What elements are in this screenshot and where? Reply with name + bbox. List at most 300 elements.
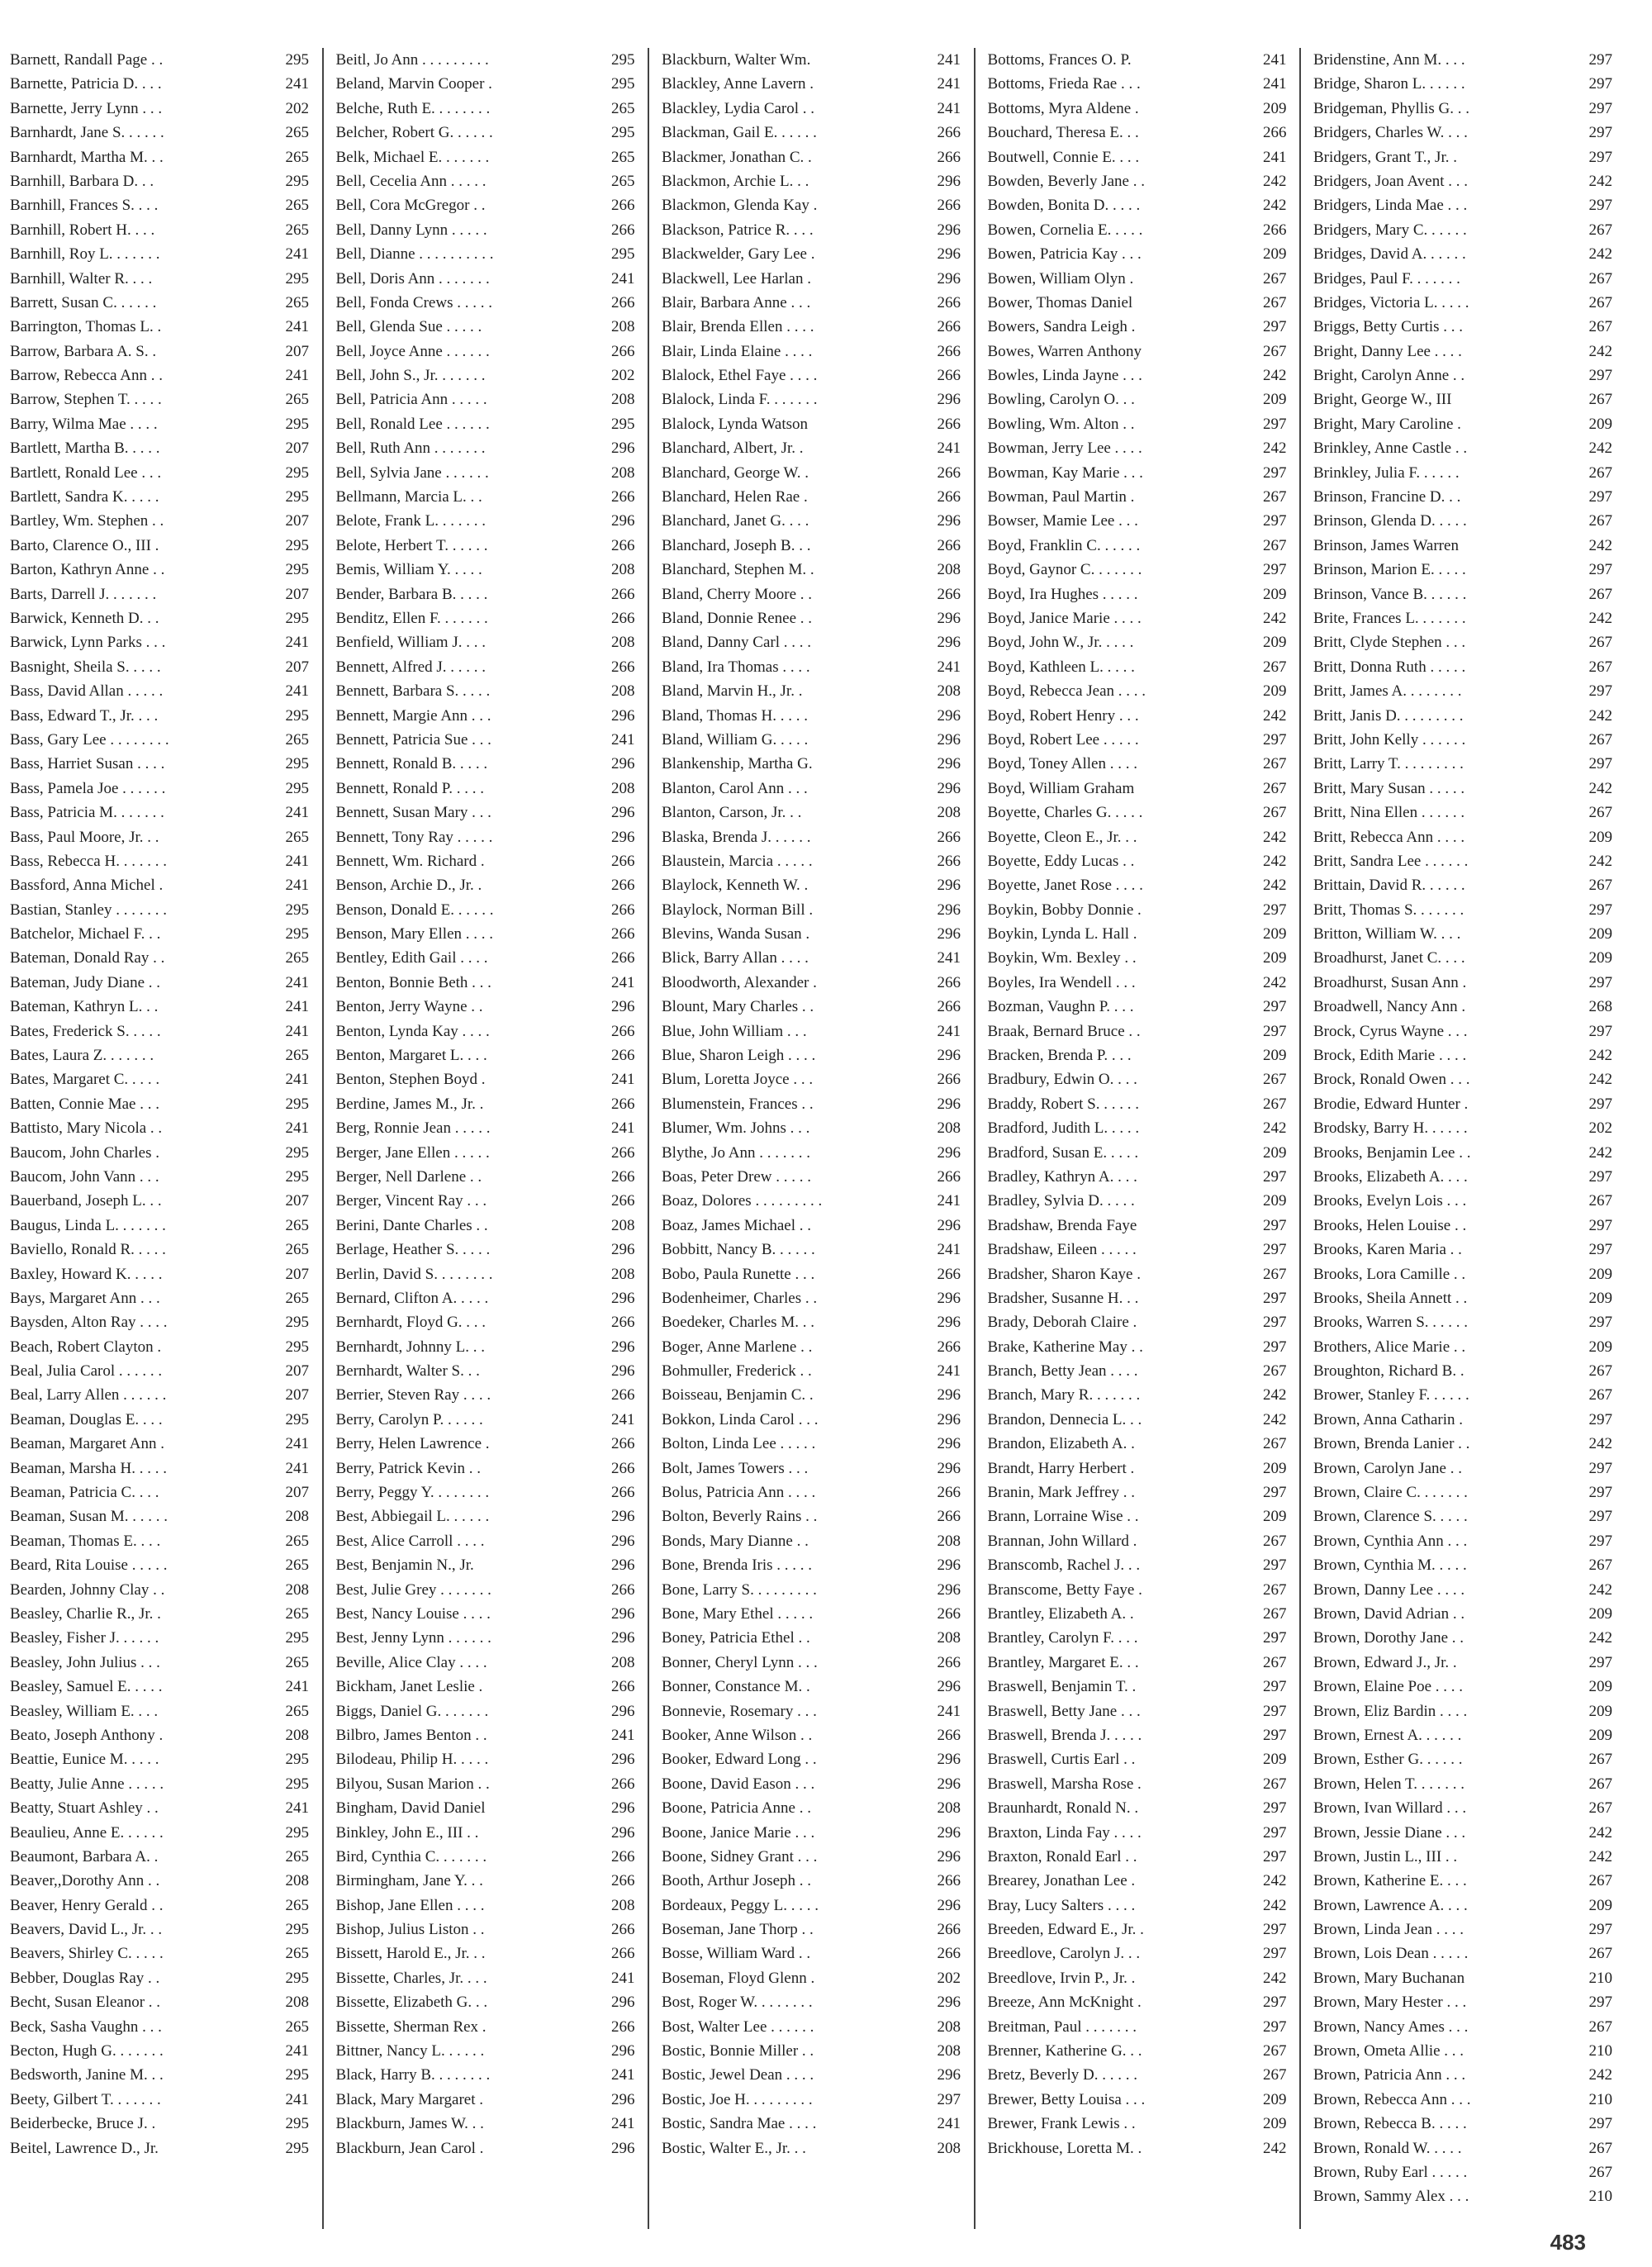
entry-page: 242 [1588,342,1612,360]
entry-page: 267 [1588,1945,1612,1963]
entry-name: Breedlove, Irvin P., Jr. . [987,1969,1136,1987]
entry-page: 297 [1588,1216,1612,1234]
entry-page: 267 [1588,318,1612,336]
entry-page: 297 [1263,1847,1287,1865]
index-entry [1313,630,1612,654]
index-entry [662,72,961,96]
entry-page: 295 [611,415,635,433]
entry-name: Bost, Walter Lee . . . . . . [662,2017,814,2036]
index-entry [988,825,1287,849]
entry-name: Beck, Sasha Vaughn . . . [10,2017,162,2036]
entry-name: Barnhardt, Martha M. . . [10,148,164,166]
entry-name: Baxley, Howard K. . . . . [10,1265,163,1283]
index-entry [988,1504,1287,1528]
index-entry [336,1141,635,1165]
entry-page: 266 [937,828,961,846]
entry-page: 295 [285,1921,309,1939]
entry-name: Bonnevie, Rosemary . . . [662,1702,817,1720]
entry-name: Barnett, Randall Page . . [10,51,164,69]
entry-name: Baucom, John Vann . . . [10,1167,159,1186]
entry-name: Bland, Thomas H. . . . . [662,706,808,725]
index-entry [1313,1796,1612,1820]
index-entry [662,340,961,364]
entry-page: 208 [611,1265,635,1283]
entry-page: 266 [611,1847,635,1865]
entry-name: Blaylock, Norman Bill . [662,901,814,919]
entry-name: Bradford, Susan E. . . . . [987,1143,1139,1162]
index-entry [336,922,635,946]
index-column-3 [662,48,961,2229]
entry-name: Braxton, Ronald Earl . . [987,1847,1137,1865]
index-entry [662,1189,961,1213]
entry-page: 295 [285,1775,309,1793]
entry-name: Benson, Mary Ellen . . . . [335,925,494,943]
entry-page: 267 [1588,221,1612,239]
entry-name: Briggs, Betty Curtis . . . [1313,318,1464,336]
entry-page: 297 [1263,901,1287,919]
entry-name: Boyette, Cleon E., Jr. . . [987,828,1137,846]
index-entry [1313,1262,1612,1286]
index-entry [10,995,309,1019]
index-entry [1313,1869,1612,1893]
entry-page: 295 [285,2066,309,2084]
entry-page: 242 [1588,1847,1612,1865]
index-entry [10,1165,309,1189]
index-entry [1313,315,1612,339]
index-entry [10,1723,309,1747]
index-entry [10,2112,309,2136]
index-entry [662,364,961,387]
index-entry [988,1189,1287,1213]
index-entry [1313,1457,1612,1480]
entry-name: Bell, John S., Jr. . . . . . . [335,367,486,385]
entry-page: 296 [611,1289,635,1307]
entry-name: Bates, Margaret C. . . . . [10,1071,160,1089]
entry-page: 242 [1588,1071,1612,1089]
entry-name: Bissett, Harold E., Jr. . . [335,1945,486,1963]
entry-name: Bright, Carolyn Anne . . [1313,367,1465,385]
index-entry [1313,1553,1612,1577]
entry-name: Brooks, Benjamin Lee . . [1313,1143,1471,1162]
entry-page: 209 [1263,682,1287,701]
entry-page: 208 [937,1119,961,1138]
entry-page: 208 [937,804,961,822]
index-entry [988,582,1287,606]
entry-page: 296 [937,1896,961,1914]
entry-page: 241 [285,245,309,264]
entry-page: 267 [1263,1775,1287,1793]
index-column-5 [1313,48,1612,2229]
index-entry [988,340,1287,364]
index-entry [10,1432,309,1456]
entry-name: Blanton, Carol Ann . . . [662,779,808,797]
entry-page: 297 [1588,197,1612,215]
entry-page: 242 [1263,197,1287,215]
index-entry [336,1602,635,1626]
entry-page: 297 [1588,901,1612,919]
entry-page: 297 [1588,488,1612,506]
entry-name: Blackmon, Archie L. . . [662,172,809,190]
entry-name: Bottoms, Myra Aldene . [987,99,1139,117]
index-entry [662,1845,961,1869]
entry-page: 297 [1588,1095,1612,1113]
index-entry [1313,2039,1612,2063]
entry-page: 296 [937,1775,961,1793]
entry-name: Bridge, Sharon L. . . . . . [1313,75,1465,93]
index-entry [1313,1821,1612,1845]
index-entry [336,1116,635,1140]
index-entry [662,1723,961,1747]
index-entry [336,1626,635,1650]
entry-page: 241 [285,852,309,870]
entry-name: Breitman, Paul . . . . . . . [987,2017,1137,2036]
entry-page: 296 [937,730,961,749]
entry-name: Binkley, John E., III . . [335,1823,479,1842]
entry-page: 297 [1263,1216,1287,1234]
entry-name: Brock, Edith Marie . . . . [1313,1047,1467,1065]
entry-name: Broadhurst, Susan Ann . [1313,973,1467,991]
entry-page: 296 [937,1095,961,1113]
index-entry [336,655,635,679]
index-entry [336,1067,635,1091]
entry-page: 241 [611,2115,635,2133]
entry-page: 210 [1588,2188,1612,2206]
index-entry [10,267,309,291]
entry-name: Boyd, Franklin C. . . . . . [987,536,1141,554]
entry-name: Barnette, Patricia D. . . . [10,75,162,93]
entry-page: 297 [1263,1167,1287,1186]
index-entry [988,1480,1287,1504]
index-entry [10,1796,309,1820]
entry-page: 296 [937,221,961,239]
index-entry [336,1189,635,1213]
entry-name: Barwick, Kenneth D. . . [10,609,159,627]
entry-page: 296 [611,1994,635,2012]
index-entry [336,315,635,339]
entry-page: 241 [285,1022,309,1040]
entry-page: 267 [1263,1653,1287,1671]
entry-name: Berrier, Steven Ray . . . . [335,1386,491,1404]
entry-name: Bird, Cynthia C. . . . . . . [335,1847,487,1865]
entry-page: 267 [1588,2139,1612,2157]
index-entry [662,946,961,970]
entry-name: Batchelor, Michael F. . . [10,925,161,943]
entry-name: Bell, Cecelia Ann . . . . . [335,172,487,190]
entry-name: Berini, Dante Charles . . [335,1216,488,1234]
entry-page: 241 [611,1119,635,1138]
entry-name: Batten, Connie Mae . . . [10,1095,159,1113]
entry-page: 296 [937,512,961,530]
entry-name: Beasley, Samuel E. . . . . [10,1678,163,1696]
entry-name: Brinson, James Warren [1313,536,1459,554]
entry-name: Braxton, Linda Fay . . . . [987,1823,1142,1842]
entry-name: Braunhardt, Ronald N. . [987,1799,1139,1818]
entry-page: 295 [285,1167,309,1186]
entry-page: 297 [1263,1314,1287,1332]
index-entry [336,1457,635,1480]
entry-page: 266 [1263,124,1287,142]
entry-page: 202 [1588,1119,1612,1138]
index-entry [10,121,309,145]
entry-name: Brown, Carolyn Jane . . [1313,1459,1462,1477]
entry-page: 207 [285,440,309,458]
index-entry [336,1869,635,1893]
entry-page: 267 [1263,1095,1287,1113]
index-entry [1313,2088,1612,2112]
index-entry [336,1286,635,1310]
entry-name: Becton, Hugh G. . . . . . . [10,2042,164,2060]
entry-page: 297 [1263,1556,1287,1575]
entry-page: 297 [1588,124,1612,142]
entry-page: 295 [285,1629,309,1647]
index-entry [336,801,635,825]
entry-name: Blalock, Lynda Watson [662,415,809,433]
entry-page: 207 [285,1386,309,1404]
index-entry [988,2039,1287,2063]
index-entry [336,534,635,558]
index-entry [662,1796,961,1820]
entry-page: 267 [1263,2042,1287,2060]
entry-name: Blick, Barry Allan . . . . [662,949,809,967]
entry-name: Bennett, Susan Mary . . . [335,804,491,822]
index-entry [10,1990,309,2014]
index-entry [336,291,635,315]
index-entry [662,291,961,315]
index-entry [336,1772,635,1796]
entry-page: 265 [611,172,635,190]
entry-page: 267 [1588,658,1612,676]
index-entry [662,1941,961,1965]
entry-page: 297 [1263,1726,1287,1744]
entry-page: 296 [611,1556,635,1575]
index-entry [10,2136,309,2160]
entry-name: Brown, Lawrence A. . . . [1313,1896,1468,1914]
entry-name: Beaman, Susan M. . . . . . [10,1508,169,1526]
index-entry [662,97,961,121]
entry-name: Beal, Larry Allen . . . . . . [10,1386,167,1404]
entry-page: 209 [1588,1338,1612,1356]
index-entry [10,1310,309,1334]
entry-page: 266 [937,488,961,506]
index-entry [1313,291,1612,315]
entry-name: Beal, Julia Carol . . . . . . [10,1362,163,1381]
entry-name: Britt, John Kelly . . . . . . [1313,730,1466,749]
entry-name: Blackson, Patrice R. . . . [662,221,814,239]
index-entry [336,436,635,460]
index-entry [336,1019,635,1043]
entry-name: Britt, Donna Ruth . . . . . [1313,658,1466,676]
index-entry [336,1480,635,1504]
entry-name: Bissette, Elizabeth G. . . [335,1994,488,2012]
entry-name: Best, Julie Grey . . . . . . . [335,1580,491,1599]
entry-name: Brown, Clarence S. . . . . [1313,1508,1468,1526]
entry-page: 297 [1588,1532,1612,1550]
index-entry [10,558,309,582]
index-entry [662,1966,961,1990]
entry-page: 266 [937,124,961,142]
entry-page: 209 [1263,634,1287,652]
index-entry [1313,72,1612,96]
entry-page: 295 [285,536,309,554]
index-entry [662,485,961,509]
entry-page: 242 [1588,852,1612,870]
entry-name: Bell, Ronald Lee . . . . . . [335,415,490,433]
entry-name: Bassford, Anna Michel . [10,877,164,895]
entry-name: Brown, Eliz Bardin . . . . [1313,1702,1468,1720]
index-entry [1313,242,1612,266]
entry-name: Bass, David Allan . . . . . [10,682,164,701]
entry-page: 267 [1588,293,1612,311]
entry-page: 266 [611,1386,635,1404]
entry-name: Beety, Gilbert T. . . . . . . [10,2090,161,2108]
index-entry [988,1723,1287,1747]
index-entry [1313,2184,1612,2208]
index-entry [662,145,961,169]
entry-page: 297 [1588,1459,1612,1477]
index-entry [336,1092,635,1116]
entry-page: 266 [937,1484,961,1502]
entry-name: Brinson, Marion E. . . . . [1313,561,1466,579]
entry-name: Bernhardt, Floyd G. . . . [335,1314,487,1332]
index-entry [1313,485,1612,509]
index-entry [988,558,1287,582]
index-entry [1313,1626,1612,1650]
index-entry [1313,1359,1612,1383]
entry-name: Boyd, John W., Jr. . . . . [987,634,1134,652]
index-entry [10,1869,309,1893]
index-entry [988,777,1287,801]
entry-name: Boyd, Robert Henry . . . [987,706,1139,725]
index-entry [10,1675,309,1699]
entry-name: Bone, Mary Ethel . . . . . [662,1605,814,1623]
index-entry [662,1335,961,1359]
entry-page: 209 [1263,949,1287,967]
entry-name: Britt, James A. . . . . . . . [1313,682,1462,701]
entry-page: 241 [285,973,309,991]
index-entry [662,169,961,193]
entry-page: 241 [937,99,961,117]
entry-page: 296 [611,1508,635,1526]
entry-page: 209 [1263,2090,1287,2108]
entry-page: 241 [285,1678,309,1696]
entry-name: Bilyou, Susan Marion . . [335,1775,490,1793]
entry-name: Bone, Larry S. . . . . . . . . [662,1580,817,1599]
entry-page: 241 [611,1410,635,1428]
entry-name: Brown, Danny Lee . . . . [1313,1580,1465,1599]
index-entry [988,1262,1287,1286]
index-entry [1313,1432,1612,1456]
index-entry [336,1699,635,1723]
entry-page: 296 [611,1532,635,1550]
entry-page: 241 [285,998,309,1016]
index-entry [336,169,635,193]
entry-page: 242 [1263,172,1287,190]
index-entry [988,1990,1287,2014]
index-entry [336,412,635,436]
entry-name: Brinson, Francine D. . . [1313,488,1461,506]
entry-name: Brooks, Sheila Annett . . [1313,1289,1468,1307]
entry-page: 267 [1588,1386,1612,1404]
index-entry [662,2088,961,2112]
entry-page: 266 [937,1508,961,1526]
entry-name: Berry, Peggy Y. . . . . . . . [335,1484,490,1502]
index-entry [336,873,635,897]
index-entry [336,461,635,485]
entry-page: 267 [1588,804,1612,822]
index-entry [988,946,1287,970]
entry-name: Biggs, Daniel G. . . . . . . [335,1702,489,1720]
entry-name: Black, Harry B. . . . . . . . [335,2066,491,2084]
index-entry [988,1869,1287,1893]
entry-page: 296 [937,1386,961,1404]
entry-name: Braak, Bernard Bruce . . [987,1022,1141,1040]
index-entry [1313,1675,1612,1699]
entry-page: 267 [1263,658,1287,676]
entry-name: Bateman, Judy Diane . . [10,973,161,991]
index-entry [10,1383,309,1407]
index-entry [10,1408,309,1432]
entry-name: Barrett, Susan C. . . . . . [10,293,157,311]
entry-page: 265 [285,2017,309,2036]
entry-page: 242 [1588,245,1612,264]
index-entry [1313,1141,1612,1165]
entry-name: Bowes, Warren Anthony [987,342,1142,360]
entry-page: 297 [1263,1022,1287,1040]
index-entry [662,1675,961,1699]
entry-name: Blair, Linda Elaine . . . . [662,342,813,360]
entry-name: Boyd, Toney Allen . . . . [987,755,1137,773]
entry-page: 208 [611,463,635,482]
entry-name: Broadwell, Nancy Ann . [1313,998,1466,1016]
entry-page: 241 [937,1702,961,1720]
index-entry [1313,387,1612,411]
entry-name: Barrow, Stephen T. . . . . [10,391,162,409]
entry-page: 295 [285,269,309,288]
entry-name: Bernhardt, Johnny L. . . [335,1338,485,1356]
entry-page: 296 [611,2042,635,2060]
entry-page: 266 [611,1143,635,1162]
index-entry [1313,193,1612,217]
entry-page: 266 [611,877,635,895]
entry-page: 267 [1588,1799,1612,1818]
entry-page: 242 [1263,2139,1287,2157]
entry-page: 296 [937,1143,961,1162]
index-entry [662,728,961,752]
entry-page: 296 [937,1994,961,2012]
entry-page: 242 [1588,1580,1612,1599]
index-entry [10,315,309,339]
entry-name: Bartley, Wm. Stephen . . [10,512,164,530]
entry-name: Blackley, Lydia Carol . . [662,99,815,117]
entry-page: 297 [1588,1241,1612,1259]
entry-page: 266 [937,1921,961,1939]
entry-name: Bland, Marvin H., Jr. . [662,682,803,701]
entry-name: Blackley, Anne Lavern . [662,75,814,93]
entry-page: 242 [1263,1896,1287,1914]
index-entry [1313,1286,1612,1310]
entry-page: 296 [937,755,961,773]
index-entry [662,461,961,485]
entry-page: 241 [611,2066,635,2084]
entry-page: 265 [285,730,309,749]
entry-page: 242 [1263,440,1287,458]
entry-page: 241 [937,2115,961,2133]
index-entry [336,1310,635,1334]
entry-name: Branscome, Betty Faye . [987,1580,1142,1599]
entry-name: Bilbro, James Benton . . [335,1726,487,1744]
index-entry [988,193,1287,217]
entry-name: Bass, Rebecca H. . . . . . . [10,852,167,870]
